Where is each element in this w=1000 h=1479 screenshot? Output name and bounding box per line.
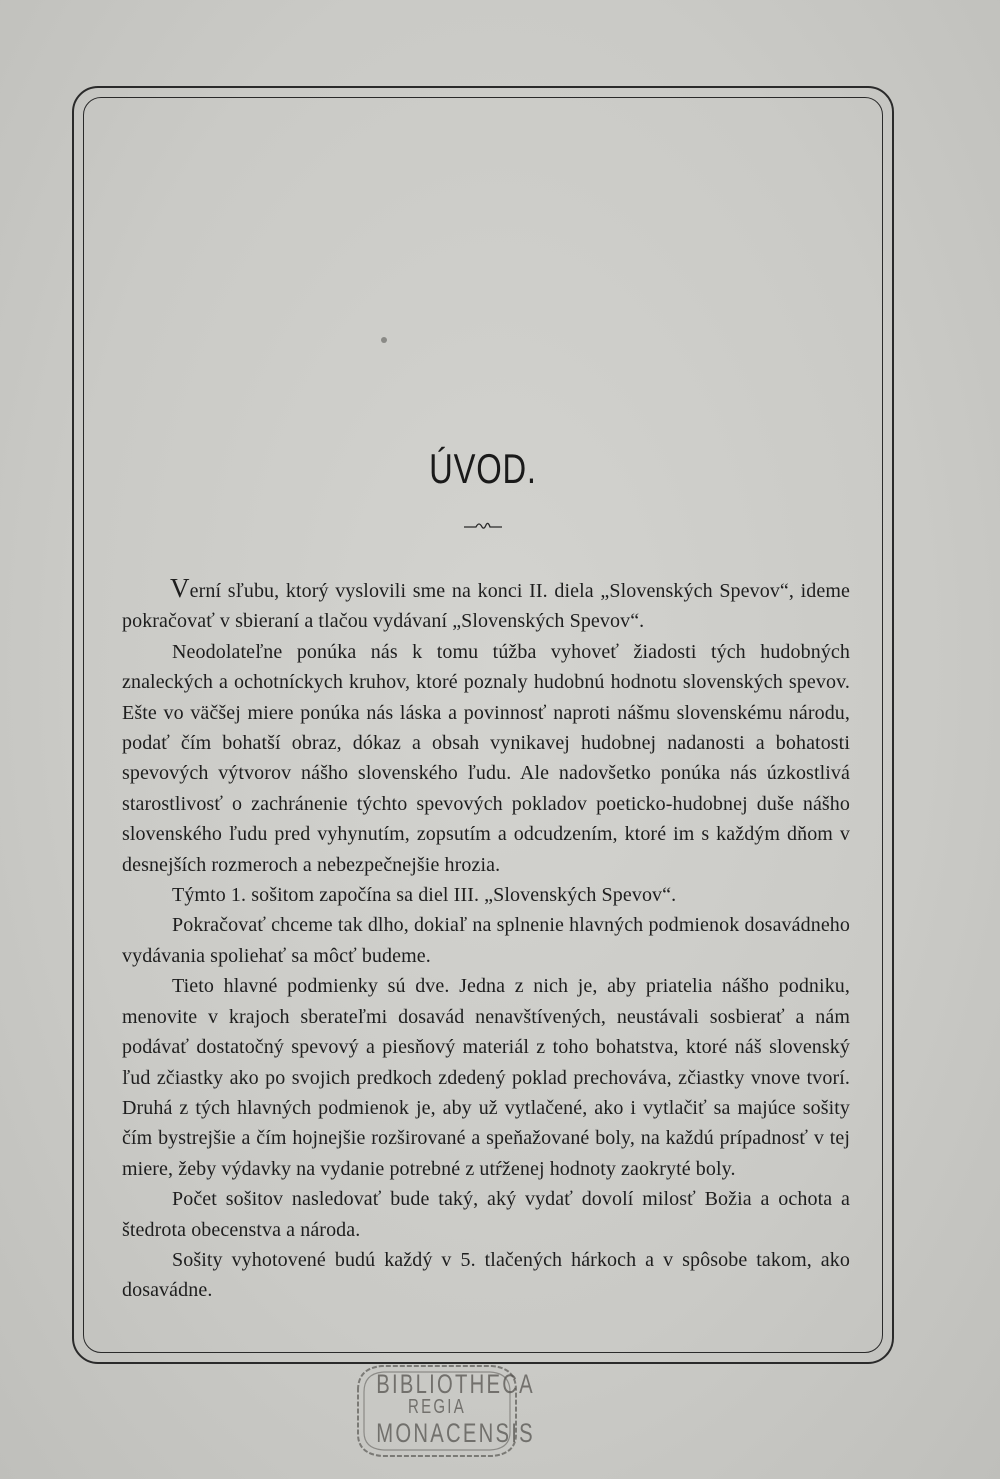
paragraph-5: Tieto hlavné podmienky sú dve. Jedna z nich je, aby priatelia nášho podniku, menovite v krajoch sberateľmi dosavád nenavštívených, neustávali sosbierať a nám podávať dostatočný spevový a piesňový materiál z toho bohatstva, ktoré náš slovenský ľud zčiastky ako po svojich predkoch zdedený poklad prechováva, zčiastky vnove tvorí. Druhá z tých hlavných podmienok je, aby už vytlačené, ako i vytlačiť sa majúce sošity čím bystrejšie a čím hojnejšie rozširované a speňažované boly, na každú prípadnosť v tej miere, žeby výdavky na vydanie potrebné z utŕženej hodnoty zaokryté boly. (122, 975, 850, 1180)
ink-speck (381, 337, 387, 343)
drop-cap: V (170, 573, 190, 603)
paragraph-6: Počet sošitov nasledovať bude taký, aký vydať dovolí milosť Božia a ochota a štedrota obecenstva a národa. (122, 1188, 850, 1241)
stamp-line-2: REGIA (408, 1396, 466, 1418)
title-ornament-icon (462, 518, 504, 532)
paragraph-7: Sošity vyhotovené budú každý v 5. tlačených hárkoch a v spôsobe takom, ako dosavádne. (122, 1248, 850, 1302)
paragraph-4: Pokračovať chceme tak dlho, dokiaľ na splnenie hlavných podmienok dosavádneho vydávania spoliehať sa môcť budeme. (122, 914, 850, 967)
paragraph-2: Neodolateľne ponúka nás k tomu túžba vyhoveť žiadosti tých hudobných znaleckých a ochotníckych kruhov, ktoré poznaly hudobnú hodnotu slovenských spevov. Ešte vo väčšej miere ponúka nás láska a povinnosť naproti nášmu slovenskému národu, podať čím bohatší obraz, dókaz a obsah vynikavej hudobnej nadanosti a bohatosti spevových výtvorov nášho slovenského ľudu. Ale nadovšetko ponúka nás úzkostlivá starostlivosť o zachránenie týchto spevových pokladov poeticko-hudobnej duše nášho slovenského ľudu pred vyhynutím, zopsutím a odcudzením, ktoré im s každým dňom v desnejších rozmeroch a nebezpečnejšie hrozia. (122, 640, 850, 876)
paragraph-1 (122, 573, 850, 637)
introduction-body (122, 573, 850, 1306)
paragraph-3: Týmto 1. sošitom započína sa diel III. „Slovenských Spevov“. (172, 884, 677, 907)
paragraph-1-text: erní sľubu, ktorý vyslovili sme na konci II. diela „Slovenských Spevov“, ideme pokračovať v sbieraní a tlačou vydávaní „Slovenských Spevov“. (122, 580, 850, 633)
stamp-line-1: BIBLIOTHECA (376, 1369, 535, 1399)
stamp-line-3: MONACENSIS (376, 1418, 535, 1448)
page-title: ÚVOD. (429, 445, 537, 492)
